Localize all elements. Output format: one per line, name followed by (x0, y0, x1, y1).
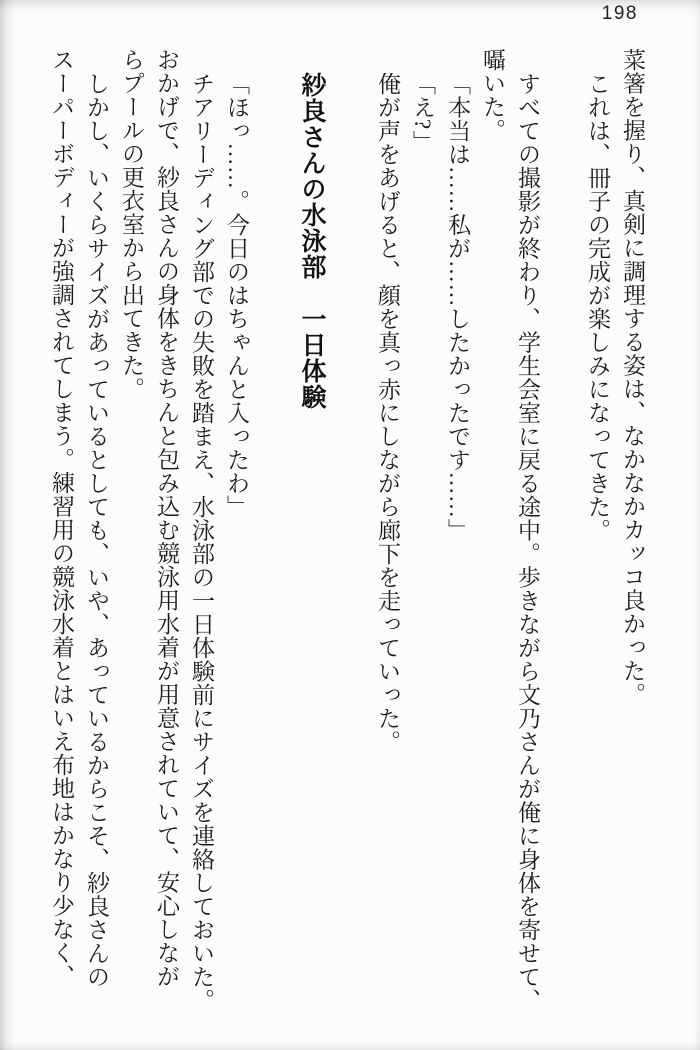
text-column: しかし、いくらサイズがあっているとしても、いや、あっているからこそ、紗良さんの (84, 72, 109, 989)
text-column: 菜箸を握り、真剣に調理する姿は、なかなかカッコ良かった。 (620, 48, 645, 706)
text-column: 俺が声をあげると、顔を真っ赤にしながら廊下を走っていった。 (375, 72, 400, 754)
text-column: おかげで、紗良さんの身体をきちんと包み込む競泳用水着が用意されていて、安心しなが (154, 48, 179, 988)
text-column: らプールの更衣室から出てきた。 (119, 48, 144, 401)
blank-line (335, 48, 370, 1014)
text-column: すべての撮影が終わり、学生会室に戻る途中。歩きながら文乃さんが俺に身体を寄せて、 (515, 72, 540, 1012)
text-column: チアリーディング部での失敗を踏まえ、水泳部の一日体験前にサイズを連絡しておいた。 (189, 72, 214, 1012)
text-column: 「え?」 (410, 72, 435, 154)
section-heading: 紗良さんの水泳部 一日体験 (298, 72, 326, 410)
blank-line (254, 48, 289, 1014)
text-column: スーパーボディーが強調されてしまう。練習用の競泳水着とはいえ布地はかなり少なく、 (49, 48, 74, 988)
text-column: 囁いた。 (480, 48, 505, 142)
text-body (44, 48, 650, 1014)
page-number: 198 (601, 3, 638, 24)
text-column: これは、冊子の完成が楽しみになってきた。 (585, 72, 610, 542)
text-column: 「ほっ……。今日のはちゃんと入ったわ」 (224, 72, 249, 519)
text-column: 「本当は……私が……したかったです……」 (445, 72, 470, 542)
blank-line (545, 48, 580, 1014)
